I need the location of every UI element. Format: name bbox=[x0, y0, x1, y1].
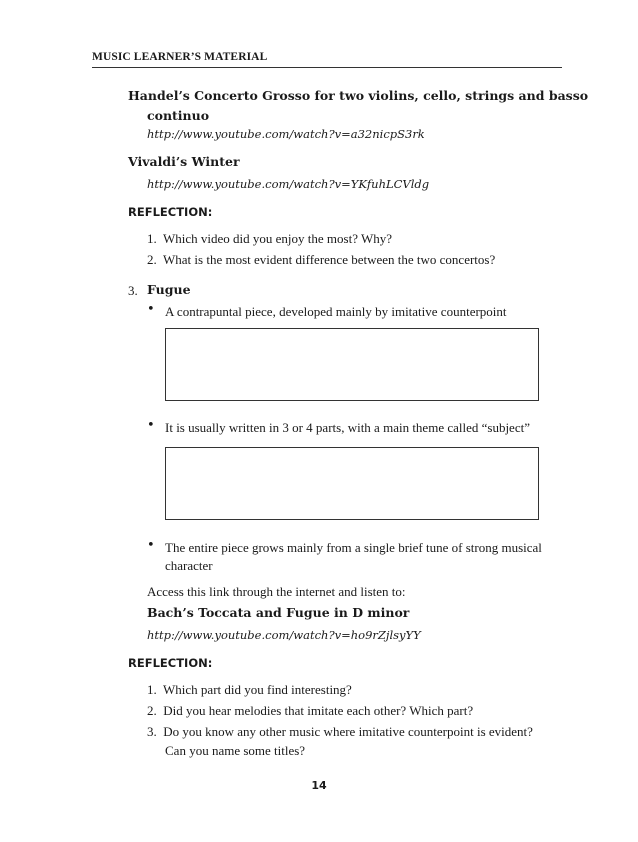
fugue-bullet-3-line1: The entire piece grows mainly from a single brief tune of strong musical bbox=[165, 540, 542, 555]
reflection1-item-1 bbox=[147, 229, 392, 249]
bach-title: Bach’s Toccata and Fugue in D minor bbox=[147, 605, 410, 620]
fugue-bullet-2: It is usually written in 3 or 4 parts, with a main theme called “subject” bbox=[165, 420, 530, 435]
answer-box-2[interactable] bbox=[165, 447, 539, 520]
item-number: 2. bbox=[147, 252, 157, 267]
bullet-icon: • bbox=[147, 302, 155, 317]
fugue-bullet-1: A contrapuntal piece, developed mainly by imitative counterpoint bbox=[165, 304, 507, 319]
bullet-icon: • bbox=[147, 538, 155, 553]
fugue-bullet-3-line2: character bbox=[165, 558, 213, 573]
bach-link[interactable]: http://www.youtube.com/watch?v=ho9rZjlsyYY bbox=[147, 628, 421, 642]
vivaldi-title: Vivaldi’s Winter bbox=[128, 154, 240, 169]
fugue-number: 3. bbox=[128, 283, 138, 298]
fugue-title: Fugue bbox=[147, 282, 191, 297]
page-number: 14 bbox=[311, 779, 327, 792]
reflection2-item-1 bbox=[147, 680, 352, 700]
vivaldi-link[interactable]: http://www.youtube.com/watch?v=YKfuhLCVldg bbox=[147, 177, 430, 191]
item-number: 1. bbox=[147, 682, 157, 697]
item-text: Did you hear melodies that imitate each other? Which part? bbox=[163, 703, 474, 718]
header-divider bbox=[92, 67, 562, 68]
item-number: 3. bbox=[147, 724, 157, 739]
item-text: What is the most evident difference between the two concertos? bbox=[163, 252, 496, 267]
item-text: Do you know any other music where imitative counterpoint is evident? bbox=[163, 724, 533, 739]
reflection2-item-3-line2: Can you name some titles? bbox=[165, 743, 306, 758]
item-text: Which video did you enjoy the most? Why? bbox=[163, 231, 393, 246]
handel-title-line1: Handel’s Concerto Grosso for two violins, cello, strings and basso bbox=[128, 88, 589, 103]
handel-link[interactable]: http://www.youtube.com/watch?v=a32nicpS3rk bbox=[147, 127, 425, 141]
reflection-heading-2: REFLECTION: bbox=[128, 656, 213, 670]
item-number: 2. bbox=[147, 703, 157, 718]
reflection2-item-3 bbox=[147, 722, 533, 742]
reflection2-item-2 bbox=[147, 701, 473, 721]
access-instruction: Access this link through the internet and listen to: bbox=[147, 584, 406, 599]
reflection-heading-1: REFLECTION: bbox=[128, 205, 213, 219]
reflection1-item-2 bbox=[147, 250, 495, 270]
item-text: Which part did you find interesting? bbox=[163, 682, 352, 697]
bullet-icon: • bbox=[147, 418, 155, 433]
handel-title-line2: continuo bbox=[147, 108, 210, 123]
page-header: MUSIC LEARNER’S MATERIAL bbox=[92, 51, 268, 63]
item-number: 1. bbox=[147, 231, 157, 246]
answer-box-1[interactable] bbox=[165, 328, 539, 401]
